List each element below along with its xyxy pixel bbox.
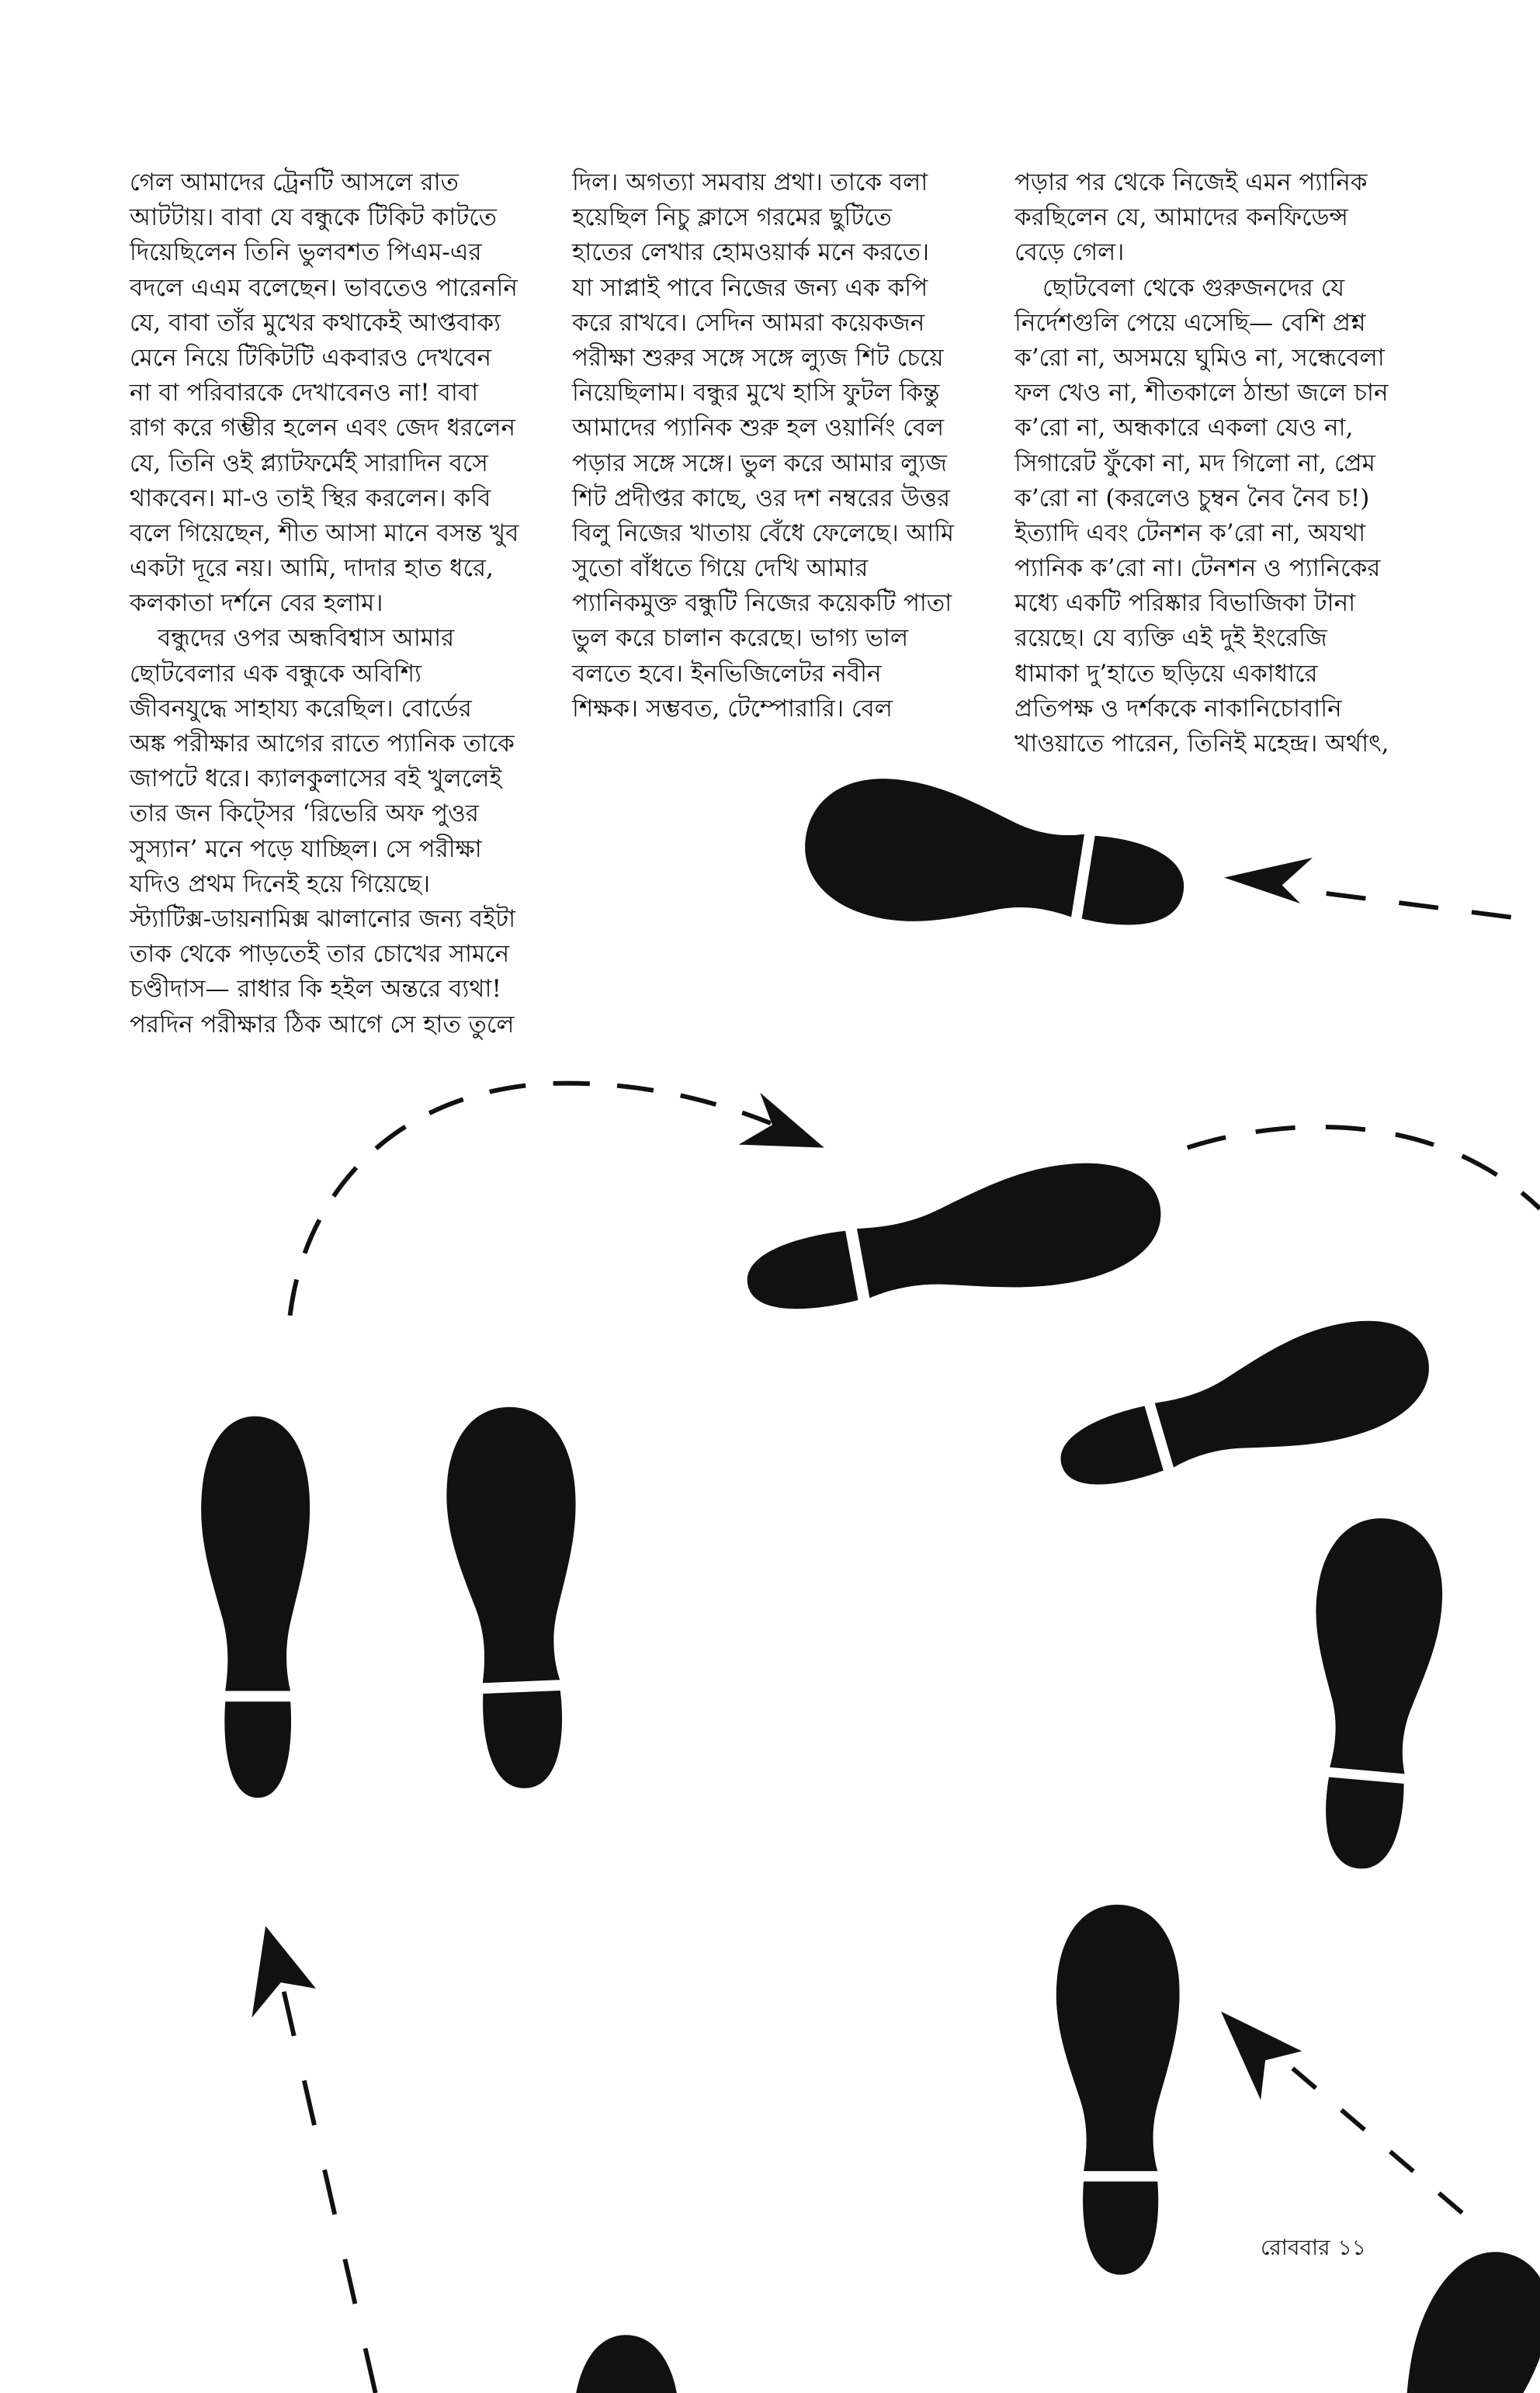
- text-line: ভুল করে চালান করেছে। ভাগ্য ভাল: [572, 624, 909, 653]
- text-line: বিলু নিজের খাতায় বেঁধে ফেলেছে। আমি: [572, 518, 954, 547]
- text-line: প্যানিক ক’রো না। টেনশন ও প্যানিকের: [1015, 554, 1381, 583]
- text-line: হাতের লেখার হোমওয়ার্ক মনে করতে।: [572, 238, 930, 267]
- arrowhead-upper-curve: [739, 1093, 824, 1148]
- page-footer: [1261, 2234, 1366, 2262]
- text-line: থাকবেন। মা-ও তাই স্থির করলেন। কবি: [130, 484, 491, 512]
- footprint-bottom-left-2: [443, 1404, 588, 1791]
- footprint-bottom-center: [1056, 1905, 1180, 2275]
- text-line: যে, বাবা তাঁর মুখের কথাকেই আপ্তবাক্য: [130, 308, 501, 337]
- text-line: স্ট্যাটিক্স-ডায়নামিক্স ঝালানোর জন্য বইটা: [130, 904, 516, 933]
- text-line: পড়ার সঙ্গে সঙ্গে। ভুল করে আমার ল্যুজ: [572, 449, 948, 477]
- text-line: না বা পরিবারকে দেখাবেনও না! বাবা: [130, 379, 479, 408]
- text-line: খাওয়াতে পারেন, তিনিই মহেন্দ্র। অর্থাৎ,: [1015, 730, 1389, 758]
- text-line: যে, তিনি ওই প্ল্যাটফর্মেই সারাদিন বসে: [130, 449, 488, 477]
- text-line: মেনে নিয়ে টিকিটটি একবারও দেখবেন: [130, 343, 492, 372]
- text-line: হয়েছিল নিচু ক্লাসে গরমের ছুটিতে: [572, 203, 892, 232]
- text-line: রাগ করে গম্ভীর হলেন এবং জেদ ধরলেন: [130, 414, 516, 442]
- text-line: রয়েছে। যে ব্যক্তি এই দুই ইংরেজি: [1015, 624, 1327, 653]
- footprint-bottom-edge-partial: [573, 2335, 679, 2393]
- text-line: যা সাপ্লাই পাবে নিজের জন্য এক কপি: [572, 273, 928, 302]
- text-line: বন্ধুদের ওপর অন্ধবিশ্বাস আমার: [158, 624, 455, 653]
- footprint-right-lower: [1293, 1513, 1448, 1874]
- footprint-middle: [737, 1149, 1171, 1340]
- text-column-1: [130, 165, 534, 1042]
- text-line: প্রতিপক্ষ ও দর্শককে নাকানিচোবানি: [1015, 694, 1342, 723]
- text-line: ক’রো না, অসময়ে ঘুমিও না, সন্ধেবেলা: [1015, 343, 1385, 372]
- text-column-2: [572, 165, 954, 727]
- text-line: অঙ্ক পরীক্ষার আগের রাতে প্যানিক তাকে: [130, 730, 515, 758]
- text-column-3: [1015, 165, 1398, 761]
- text-line: বদলে এএম বলেছেন। ভাবতেও পারেননি: [130, 273, 518, 302]
- text-line: প্যানিকমুক্ত বন্ধুটি নিজের কয়েকটি পাতা: [572, 589, 952, 618]
- arrowhead-bottom-left: [251, 1926, 316, 2017]
- text-line: ছোটবেলার এক বন্ধুকে অবিশ্যি: [130, 659, 422, 688]
- footprint-bottom-left-1: [201, 1417, 310, 1798]
- text-line: তার জন কিট্সের ‘রিভেরি অফ পুওর: [130, 799, 479, 828]
- text-line: বেড়ে গেল।: [1015, 238, 1125, 267]
- text-line: কলকাতা দর্শনে বের হলাম।: [130, 589, 383, 618]
- dashed-path-upper-curve: [290, 1084, 771, 1316]
- text-line: দিয়েছিলেন তিনি ভুলবশত পিএম-এর: [130, 238, 482, 267]
- arrowhead-top-right: [1224, 858, 1313, 903]
- text-line: করছিলেন যে, আমাদের কনফিডেন্স: [1015, 203, 1348, 232]
- footprint-right: [1046, 1302, 1443, 1516]
- text-line: ছোটবেলা থেকে গুরুজনদের যে: [1042, 273, 1345, 302]
- dashed-path-bottom-left: [284, 1992, 376, 2393]
- text-line: গেল আমাদের ট্রেনটি আসলে রাত: [130, 168, 459, 196]
- text-line: শিট প্রদীপ্তর কাছে, ওর দশ নম্বরের উত্তর: [572, 484, 951, 512]
- text-line: পরীক্ষা শুরুর সঙ্গে সঙ্গে ল্যুজ শিট চেয়ে: [572, 343, 944, 372]
- arrowhead-bottom-right: [1221, 2011, 1302, 2100]
- text-line: করে রাখবে। সেদিন আমরা কয়েকজন: [572, 308, 925, 337]
- text-line: সুস্যান’ মনে পড়ে যাচ্ছিল। সে পরীক্ষা: [130, 834, 482, 863]
- text-line: ইত্যাদি এবং টেনশন ক’রো না, অযথা: [1015, 518, 1366, 547]
- text-line: মধ্যে একটি পরিষ্কার বিভাজিকা টানা: [1015, 589, 1356, 618]
- text-line: জীবনযুদ্ধে সাহায্য করেছিল। বোর্ডের: [130, 694, 472, 723]
- text-line: চণ্ডীদাস— রাধার কি হইল অন্তরে ব্যথা!: [130, 975, 501, 1004]
- text-line: দিল। অগত্যা সমবায় প্রথা। তাকে বলা: [572, 168, 928, 196]
- text-line: শিক্ষক। সম্ভবত, টেম্পোরারি। বেল: [572, 694, 893, 723]
- text-line: পড়ার পর থেকে নিজেই এমন প্যানিক: [1015, 168, 1368, 196]
- dashed-path-top-right: [1309, 891, 1511, 917]
- text-line: বলে গিয়েছেন, শীত আসা মানে বসন্ত খুব: [130, 518, 519, 547]
- text-line: আমাদের প্যানিক শুরু হল ওয়ার্নিং বেল: [572, 414, 945, 442]
- text-line: পরদিন পরীক্ষার ঠিক আগে সে হাত তুলে: [130, 1010, 515, 1039]
- text-line: সুতো বাঁধতে গিয়ে দেখি আমার: [572, 554, 869, 583]
- text-line: সিগারেট ফুঁকো না, মদ গিলো না, প্রেম: [1015, 449, 1375, 477]
- text-line: ধামাকা দু’হাতে ছড়িয়ে একাধারে: [1015, 659, 1318, 688]
- footprint-top-right: [795, 766, 1194, 964]
- text-line: বলতে হবে। ইনভিজিলেটর নবীন: [572, 659, 882, 688]
- dashed-path-right-arc: [1188, 1127, 1540, 1209]
- text-line: আটটায়। বাবা যে বন্ধুকে টিকিট কাটতে: [130, 203, 497, 232]
- text-line: তাক থেকে পাড়তেই তার চোখের সামনে: [130, 940, 510, 969]
- text-line: জাপটে ধরে। ক্যালকুলাসের বই খুললেই: [130, 765, 502, 793]
- text-line: ক’রো না, অন্ধকারে একলা যেও না,: [1015, 414, 1354, 442]
- page-number: ১১: [1337, 2235, 1366, 2260]
- text-line: নির্দেশগুলি পেয়ে এসেছি— বেশি প্রশ্ন: [1015, 308, 1366, 337]
- text-line: একটা দূরে নয়। আমি, দাদার হাত ধরে,: [130, 554, 494, 583]
- text-line: যদিও প্রথম দিনেই হয়ে গিয়েছে।: [130, 869, 431, 898]
- text-line: ফল খেও না, শীতকালে ঠান্ডা জলে চান: [1015, 379, 1389, 408]
- magazine-name: রোববার: [1261, 2235, 1330, 2260]
- text-line: ক’রো না (করলেও চুম্বন নৈব নৈব চ!): [1015, 484, 1370, 512]
- dashed-path-bottom-right: [1276, 2055, 1462, 2213]
- text-line: নিয়েছিলাম। বন্ধুর মুখে হাসি ফুটল কিন্তু: [572, 379, 940, 408]
